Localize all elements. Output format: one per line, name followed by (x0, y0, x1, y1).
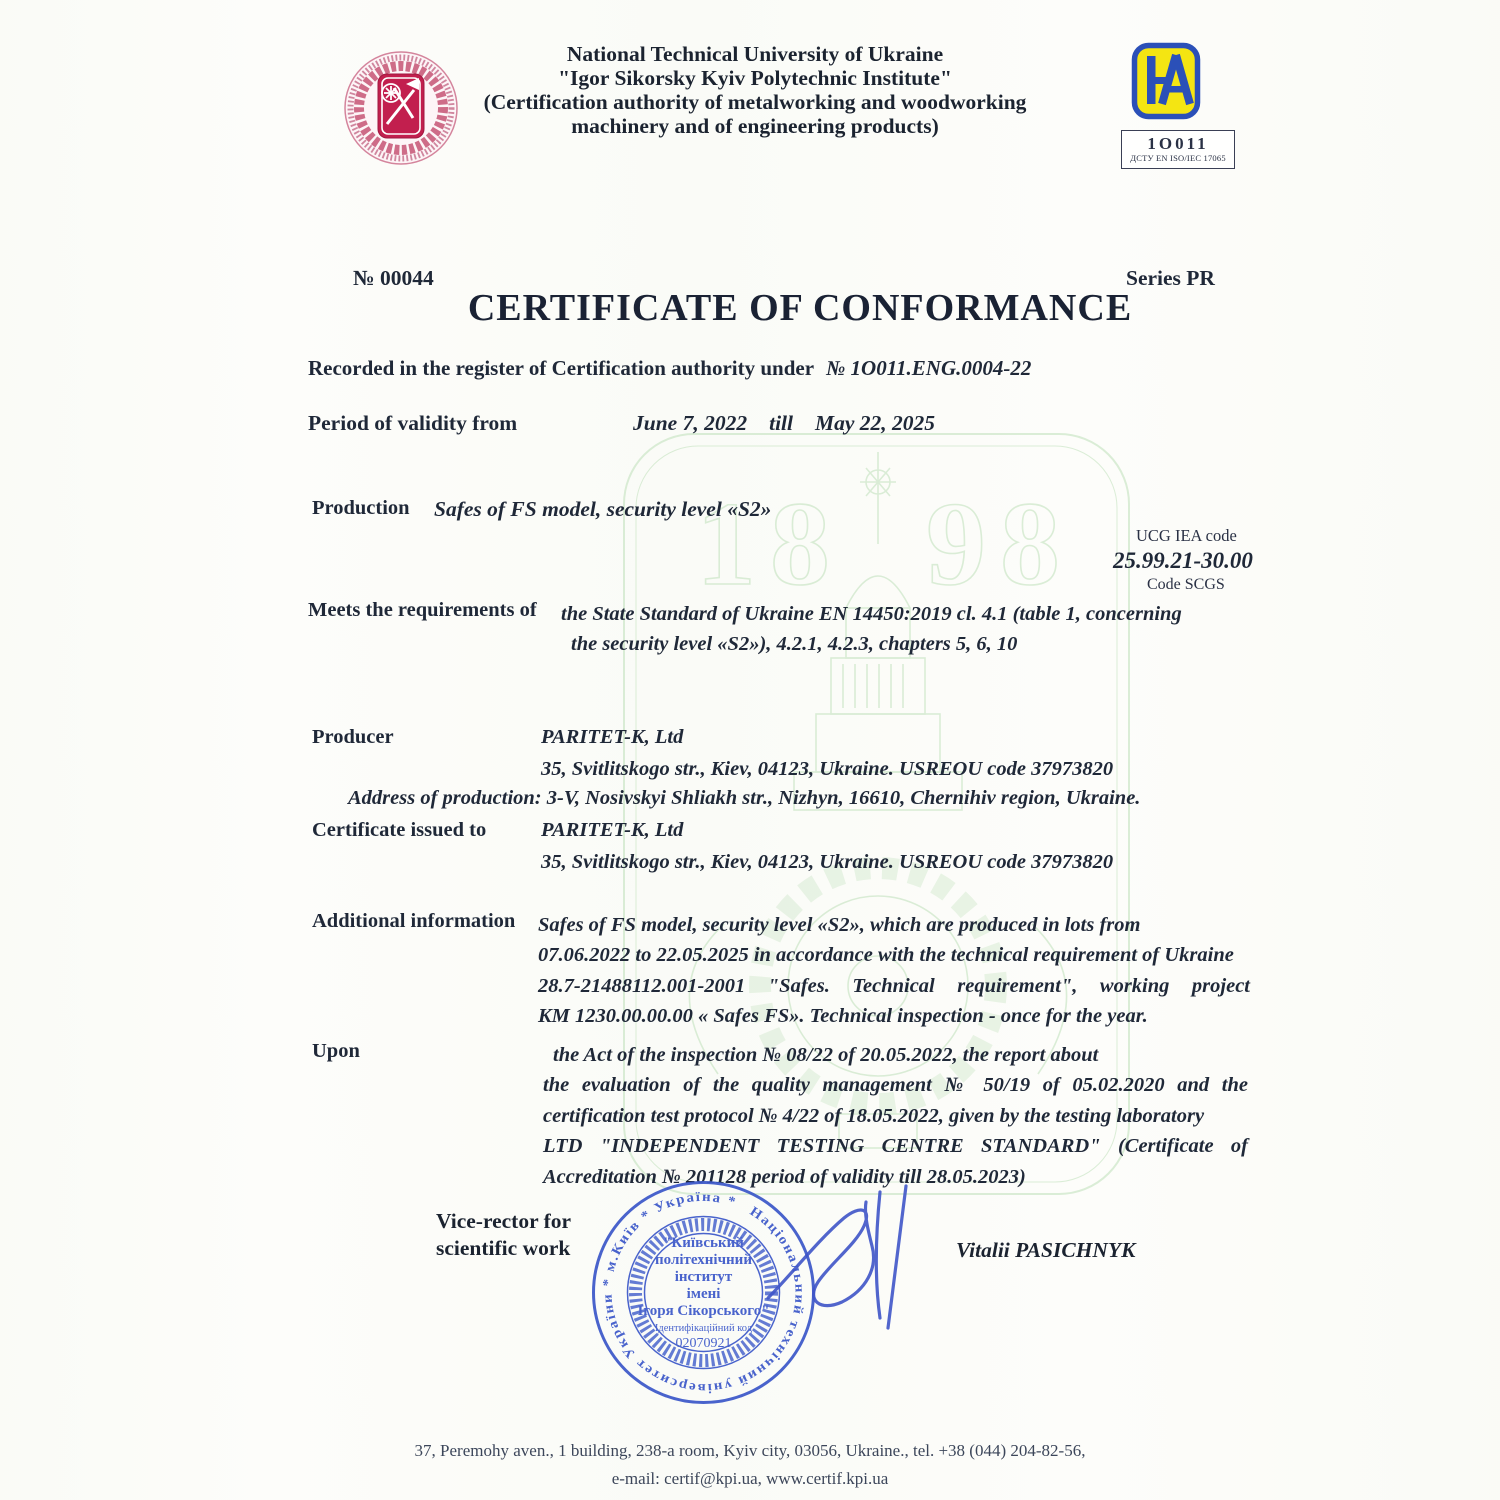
ucg-iea-code-label: UCG IEA code (1136, 526, 1237, 545)
signer-name: Vitalii PASICHNYK (956, 1238, 1136, 1262)
upon-label: Upon (312, 1040, 360, 1062)
upon-text (543, 1040, 1248, 1192)
requirements-line-2: the security level «S2»), 4.2.1, 4.2.3, chapters 5, 6, 10 (571, 633, 1018, 656)
ucg-iea-code-value: 25.99.21-30.00 (1113, 548, 1253, 573)
certificate-number: № 00044 (353, 266, 434, 290)
signer-role-line-1: Vice-rector for (436, 1209, 572, 1233)
recorded-prefix: Recorded in the register of Certification authority under (308, 356, 815, 380)
org-line-3: (Certification authority of metalworking and woodworking (483, 90, 1027, 114)
requirements-line-1: the State Standard of Ukraine EN 14450:2019 cl. 4.1 (table 1, concerning (561, 603, 1182, 625)
handwritten-signature (760, 1180, 930, 1340)
org-line-2: "Igor Sikorsky Kyiv Polytechnic Institute" (558, 66, 952, 90)
signer-role-line-2: scientific work (436, 1236, 571, 1260)
requirements-label: Meets the requirements of (308, 599, 537, 621)
stamp-ring-text: Національний технічний університет України * м.Київ * Україна * (599, 1188, 808, 1397)
recorded-line (308, 356, 1031, 381)
validity-from-date: June 7, 2022 (633, 411, 748, 435)
producer-label: Producer (312, 726, 394, 748)
issued-to-address: 35, Svitlitskogo str., Kiev, 04123, Ukraine. USREOU code 37973820 (541, 851, 1114, 873)
certificate-series: Series PR (1126, 266, 1215, 290)
stamp-center-line-5: Ігоря Сікорського" (637, 1303, 770, 1319)
accreditation-na-logo-icon (1131, 42, 1201, 126)
additional-line-4: KM 1230.00.00.00 « Safes FS». Technical inspection - once for the year. (538, 1005, 1148, 1028)
production-value: Safes of FS model, security level «S2» (434, 497, 772, 521)
kpi-red-emblem-icon (340, 48, 462, 168)
footer-address-line: 37, Peremohy aven., 1 building, 238-a room, Kyiv city, 03056, Ukraine., tel. +38 (044) 204-82-56, (414, 1441, 1086, 1460)
stamp-center-line-2: політехнічний (655, 1252, 752, 1268)
accreditation-code-box (1121, 130, 1235, 169)
accreditation-code: 1O011 (1147, 134, 1209, 153)
additional-line-1: Safes of FS model, security level «S2», which are produced in lots from (538, 914, 1141, 936)
stamp-id-code-value: 02070921 (675, 1336, 732, 1351)
scgs-code-label: Code SCGS (1147, 576, 1225, 593)
stamp-center-line-3: інститут (674, 1269, 733, 1285)
production-label: Production (312, 497, 410, 519)
issued-to-label: Certificate issued to (312, 819, 487, 841)
upon-line-5: Accreditation № 201128 period of validity till 28.05.2023) (543, 1165, 1026, 1188)
additional-line-2: 07.06.2022 to 22.05.2025 in accordance with the technical requirement of Ukraine (538, 944, 1234, 967)
footer (0, 1437, 1500, 1493)
recorded-register-number: № 1O011.ENG.0004-22 (826, 356, 1032, 380)
requirements-text (561, 599, 1233, 660)
validity-till-word: till (769, 411, 793, 435)
producer-address: 35, Svitlitskogo str., Kiev, 04123, Ukraine. USREOU code 37973820 (541, 758, 1114, 780)
watermark-year-right: 98 (926, 477, 1074, 610)
stamp-center-line-4: імені (686, 1286, 721, 1302)
org-line-4: machinery and of engineering products) (571, 114, 939, 138)
stamp-center-line-1: "Київський (663, 1235, 744, 1251)
additional-info-text (538, 910, 1250, 1032)
upon-line-4: LTD "INDEPENDENT TESTING CENTRE STANDARD" (Certificate of (543, 1135, 1248, 1158)
upon-line-2: the evaluation of the quality management № 50/19 of 05.02.2020 and the (543, 1074, 1248, 1097)
production-address: Address of production: 3-V, Nosivskyi Shliakh str., Nizhyn, 16610, Chernihiv region, Ukraine. (348, 787, 1141, 809)
additional-info-label: Additional information (312, 910, 516, 932)
issued-to-name: PARITET-K, Ltd (541, 819, 684, 841)
additional-line-3: 28.7-21488112.001-2001 "Safes. Technical requirement", working project (538, 974, 1250, 997)
watermark-year-left: 18 (696, 477, 844, 610)
org-line-1: National Technical University of Ukraine (566, 42, 944, 66)
footer-contact-line: e-mail: certif@kpi.ua, www.certif.kpi.ua (611, 1469, 889, 1488)
producer-name: PARITET-K, Ltd (541, 726, 684, 748)
upon-line-1: the Act of the inspection № 08/22 of 20.05.2022, the report about (553, 1044, 1099, 1066)
upon-line-3: certification test protocol № 4/22 of 18.05.2022, given by the testing laboratory (543, 1104, 1205, 1127)
validity-label: Period of validity from (308, 411, 518, 435)
signer-role (436, 1208, 571, 1262)
certificate-title: CERTIFICATE OF CONFORMANCE (467, 287, 1133, 329)
validity-to-date: May 22, 2025 (815, 411, 936, 435)
stamp-id-code-label: Ідентифікаційний код (654, 1323, 753, 1334)
validity-dates (633, 411, 935, 436)
accreditation-standard: ДСТУ EN ISO/IEC 17065 (1130, 153, 1226, 163)
